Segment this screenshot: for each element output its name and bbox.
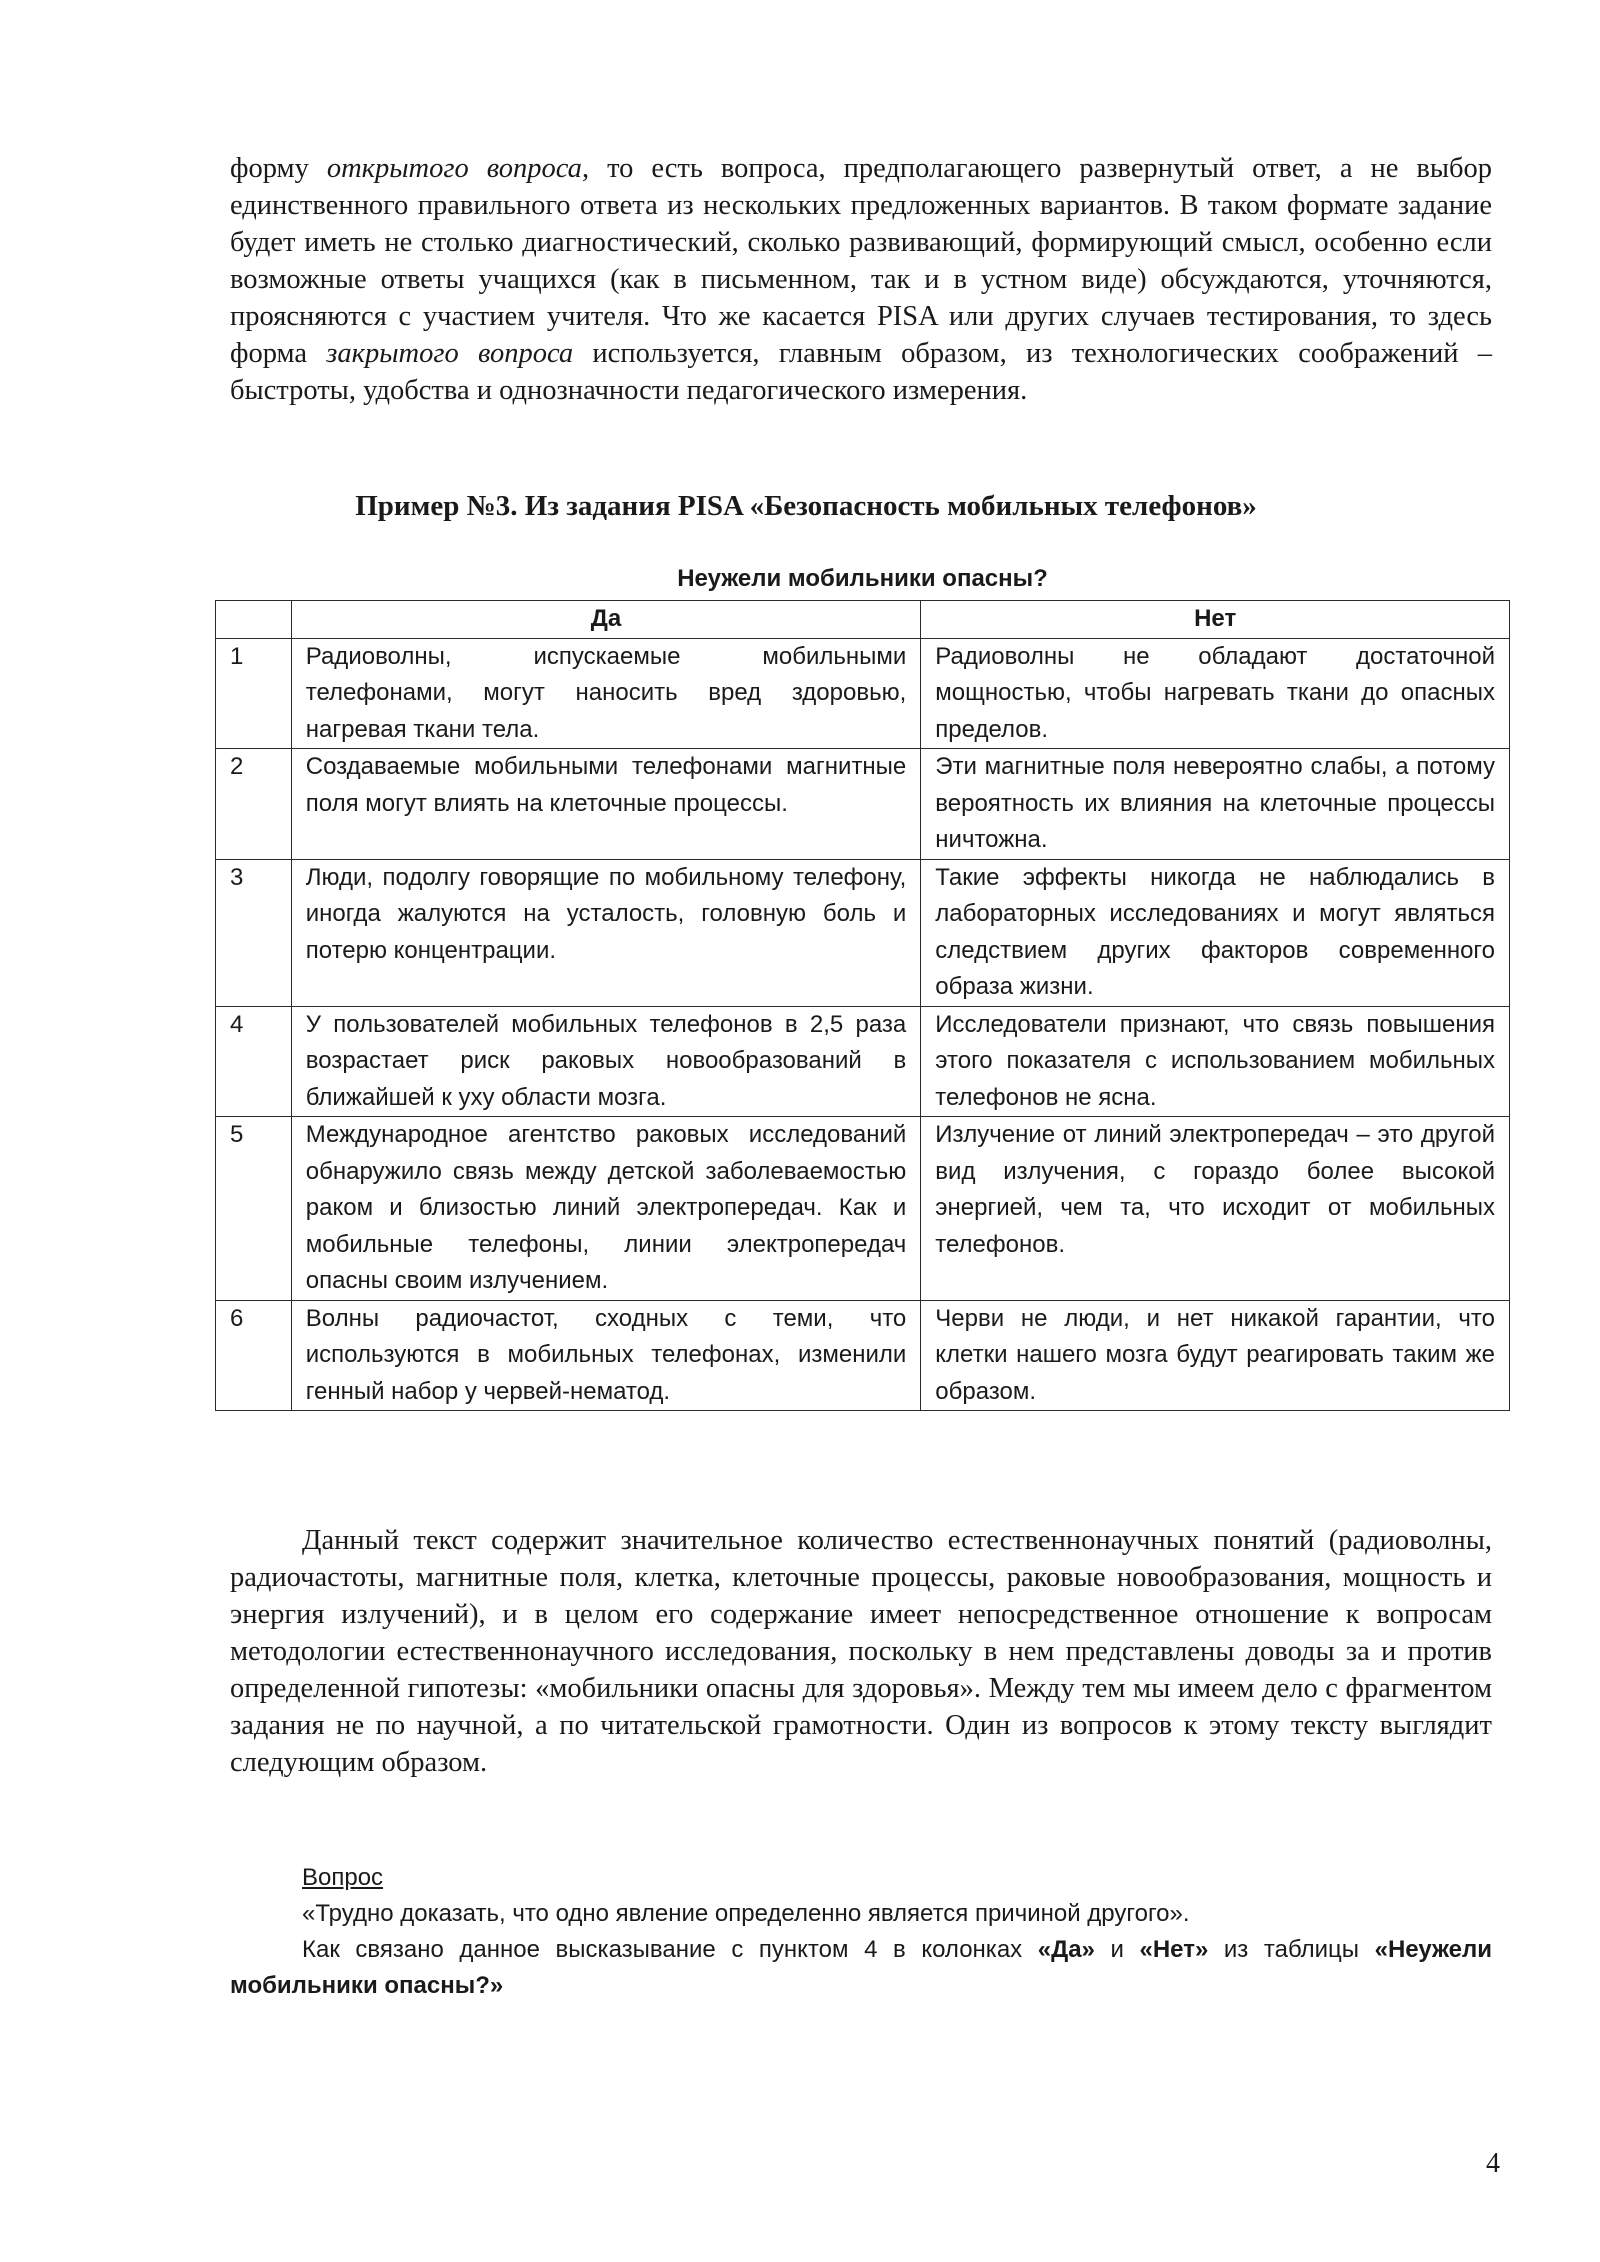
row-yes-argument: Волны радиочастот, сходных с теми, что используются в мобильных телефонах, изменили генный набор у червей-нематод. xyxy=(291,1300,921,1411)
table-row xyxy=(216,859,1510,1006)
table-caption: Неужели мобильники опасны? xyxy=(677,565,1048,592)
row-number: 3 xyxy=(216,859,292,1006)
question-block xyxy=(230,1860,1492,2004)
question-quote: «Трудно доказать, что одно явление определенно является причиной другого». xyxy=(302,1900,1190,1927)
row-yes-argument: Люди, подолгу говорящие по мобильному телефону, иногда жалуются на усталость, головную боль и потерю концентрации. xyxy=(291,859,921,1006)
intro-paragraph xyxy=(230,150,1492,409)
page-number: 4 xyxy=(1486,2148,1500,2179)
row-number: 4 xyxy=(216,1006,292,1117)
intro-text-c: используется, главным образом, из технологических соображений – быстроты, удобства и однозначности педагогического измерения. xyxy=(230,338,1492,406)
intro-term-open-question: открытого вопроса xyxy=(326,153,582,184)
question-text xyxy=(230,1932,1492,2004)
table-row xyxy=(216,638,1510,749)
row-no-argument: Черви не люди, и нет никакой гарантии, что клетки нашего мозга будут реагировать таким же образом. xyxy=(921,1300,1510,1411)
row-yes-argument: Радиоволны, испускаемые мобильными телефонами, могут наносить вред здоровью, нагревая ткани тела. xyxy=(291,638,921,749)
row-no-argument: Исследователи признают, что связь повышения этого показателя с использованием мобильных телефонов не ясна. xyxy=(921,1006,1510,1117)
table-row xyxy=(216,749,1510,860)
table-header-row xyxy=(216,601,1510,639)
question-table-ref: «Неужели мобильники опасны?» xyxy=(230,1936,1493,1999)
header-yes: Да xyxy=(291,601,921,639)
row-yes-argument: Создаваемые мобильными телефонами магнитные поля могут влиять на клеточные процессы. xyxy=(291,749,921,860)
question-text-b: и xyxy=(1094,1936,1140,1963)
header-no: Нет xyxy=(921,601,1510,639)
question-text-a: Как связано данное высказывание с пунктом 4 в колонках xyxy=(302,1936,1038,1963)
question-text-c: из таблицы xyxy=(1208,1936,1375,1963)
table-row xyxy=(216,1117,1510,1301)
row-number: 2 xyxy=(216,749,292,860)
example-heading: Пример №3. Из задания PISA «Безопасность мобильных телефонов» xyxy=(355,490,1257,522)
row-no-argument: Такие эффекты никогда не наблюдались в лабораторных исследованиях и могут являться следствием других факторов современного образа жизни. xyxy=(921,859,1510,1006)
intro-text-a: форму xyxy=(230,153,327,184)
row-no-argument: Радиоволны не обладают достаточной мощностью, чтобы нагревать ткани до опасных пределов. xyxy=(921,638,1510,749)
row-number: 1 xyxy=(216,638,292,749)
intro-term-closed-question: закрытого вопроса xyxy=(326,338,574,369)
row-no-argument: Эти магнитные поля невероятно слабы, а потому вероятность их влияния на клеточные процессы ничтожна. xyxy=(921,749,1510,860)
row-yes-argument: У пользователей мобильных телефонов в 2,5 раза возрастает риск раковых новообразований в ближайшей к уху области мозга. xyxy=(291,1006,921,1117)
header-num xyxy=(216,601,292,639)
row-no-argument: Излучение от линий электропередач – это другой вид излучения, с гораздо более высокой энергией, чем та, что исходит от мобильных телефонов. xyxy=(921,1117,1510,1301)
question-no-ref: «Нет» xyxy=(1139,1936,1209,1963)
table-row xyxy=(216,1006,1510,1117)
question-yes-ref: «Да» xyxy=(1037,1936,1095,1963)
row-yes-argument: Международное агентство раковых исследований обнаружило связь между детской заболеваемостью раком и близостью линий электропередач. Как и мобильные телефоны, линии электропередач опасны своим излучением. xyxy=(291,1117,921,1301)
intro-text-b: , то есть вопроса, предполагающего развернутый ответ, а не выбор единственного правильного ответа из нескольких предложенных вариантов. В таком формате задание будет иметь не столько диагностический, сколько развивающий, формирующий смысл, особенно если возможные ответы учащихся (как в письменном, так и в устном виде) обсуждаются, уточняются, проясняются с участием учителя. Что же касается PISA или других случаев тестирования, то здесь форма xyxy=(230,153,1492,369)
row-number: 5 xyxy=(216,1117,292,1301)
row-number: 6 xyxy=(216,1300,292,1411)
arguments-table xyxy=(215,600,1510,1411)
analysis-paragraph: Данный текст содержит значительное количество естественнонаучных понятий (радиоволны, радиочастоты, магнитные поля, клетка, клеточные процессы, раковые новообразования, мощность и энергия излучений), и в целом его содержание имеет непосредственное отношение к вопросам методологии естественнонаучного исследования, поскольку в нем представлены доводы за и против определенной гипотезы: «мобильники опасны для здоровья». Между тем мы имеем дело с фрагментом задания не по научной, а по читательской грамотности. Один из вопросов к этому тексту выглядит следующим образом. xyxy=(230,1525,1492,1778)
question-label: Вопрос xyxy=(302,1864,384,1891)
table-row xyxy=(216,1300,1510,1411)
